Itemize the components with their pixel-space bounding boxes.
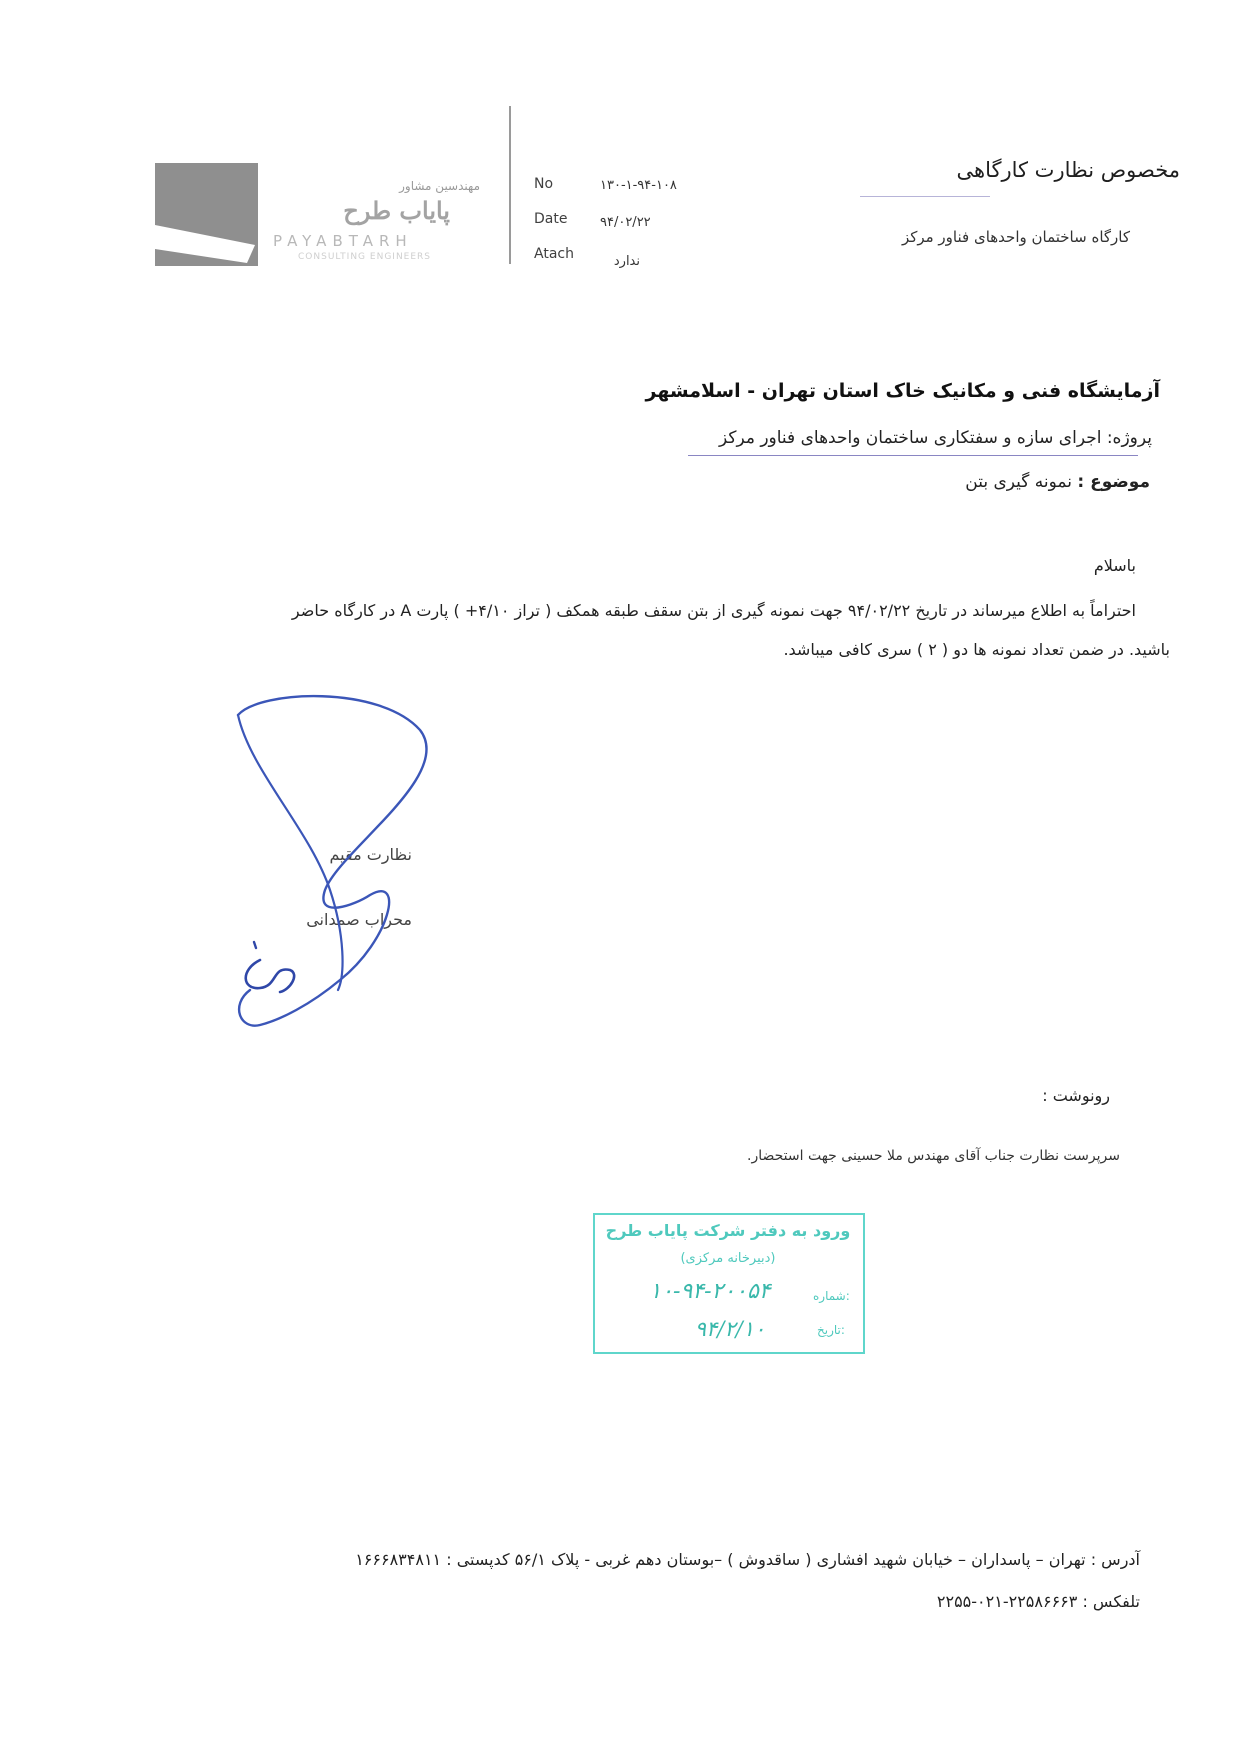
project-underline xyxy=(688,455,1138,456)
greeting: باسلام xyxy=(1093,556,1136,575)
attach-label: Atach xyxy=(534,246,574,262)
site-label: کارگاه ساختمان واحدهای فناور مرکز xyxy=(901,228,1130,246)
company-logo-mark xyxy=(155,163,258,266)
recipient: آزمایشگاه فنی و مکانیک خاک استان تهران - اسلامشهر xyxy=(645,380,1160,402)
logo-name-fa: پایاب طرح xyxy=(343,196,450,225)
stamp-subtitle: (دبیرخانه مرکزی) xyxy=(680,1251,776,1266)
cc-line: سرپرست نظارت جناب آقای مهندس ملا حسینی جهت استحضار. xyxy=(747,1148,1120,1164)
cc-label: رونوشت : xyxy=(1042,1086,1110,1105)
subject-line xyxy=(600,472,1150,492)
stamp-date-value: ۹۴/۲/۱۰ xyxy=(694,1317,766,1341)
footer-phone: تلفکس : ۲۲۵۸۶۶۶۳-۰۲۱-۲۲۵۵ xyxy=(936,1592,1140,1611)
logo-tagline: مهندسین مشاور xyxy=(399,179,480,193)
stamp-number-value: ۱۰-۹۴-۲۰۰۵۴ xyxy=(649,1279,771,1304)
handwritten-signature xyxy=(220,690,460,1050)
registry-stamp xyxy=(593,1213,865,1354)
logo-subtitle-en: CONSULTING ENGINEERS xyxy=(298,252,432,262)
special-title: مخصوص نظارت کارگاهی xyxy=(956,158,1180,182)
attach-value: ندارد xyxy=(613,254,640,269)
footer-address: آدرس : تهران – پاسداران – خیابان شهید افشاری ( ساقدوش ) –بوستان دهم غربی - پلاک ۵۶/۱ کدپستی : ۱۶۶۶۸۳۴۸۱۱ xyxy=(355,1550,1140,1569)
no-label: No xyxy=(534,176,554,192)
date-value: ۹۴/۰۲/۲۲ xyxy=(600,215,651,230)
stamp-title: ورود به دفتر شرکت پایاب طرح xyxy=(605,1221,851,1240)
body-line-2: باشید. در ضمن تعداد نمونه ها دو ( ۲ ) سری کافی میباشد. xyxy=(783,640,1170,659)
stamp-number-label: شماره: xyxy=(813,1289,850,1303)
signatory-title: نظارت مقیم xyxy=(329,845,412,864)
no-value: ۱۳۰-۱-۹۴-۱۰۸ xyxy=(600,178,677,193)
subject-label: موضوع : xyxy=(1077,472,1150,492)
logo-name-en: PAYABTARH xyxy=(273,232,413,250)
subject-value: نمونه گیری بتن xyxy=(965,472,1072,492)
special-title-underline xyxy=(860,196,990,197)
project-line: پروژه: اجرای سازه و سفتکاری ساختمان واحدهای فناور مرکز xyxy=(718,428,1152,448)
header-divider xyxy=(509,106,511,264)
signatory-name: محراب صمدانی xyxy=(306,910,412,929)
body-line-1: احتراماً به اطلاع میرساند در تاریخ ۹۴/۰۲/۲۲ جهت نمونه گیری از بتن سقف طبقه همکف ( تراز ۴/۱۰+ ) پارت A در کارگاه حاضر xyxy=(291,601,1136,620)
date-label: Date xyxy=(534,211,568,227)
stamp-date-label: تاریخ: xyxy=(817,1323,845,1337)
